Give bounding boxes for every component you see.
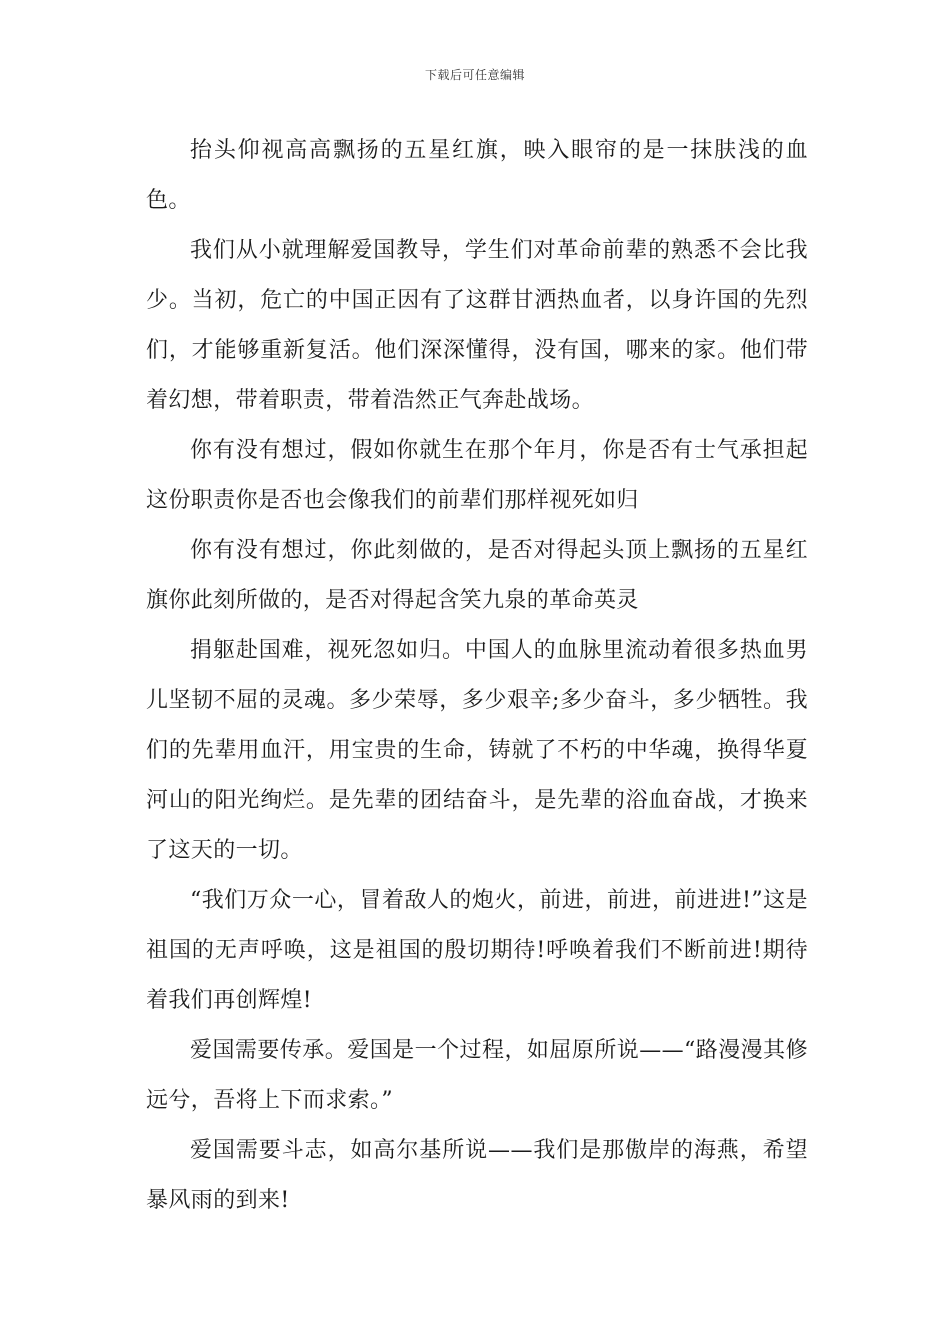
paragraph-7: 爱国需要传承。爱国是一个过程，如屈原所说——“路漫漫其修远兮，吾将上下而求索。” [146,1038,808,1113]
paragraph-3: 你有没有想过，假如你就生在那个年月，你是否有士气承担起这份职责你是否也会像我们的前辈们那样视死如归 [146,438,808,513]
paragraph-1: 抬头仰视高高飘扬的五星红旗，映入眼帘的是一抹肤浅的血色。 [146,138,808,213]
paragraph-6: “我们万众一心，冒着敌人的炮火，前进，前进，前进进!”这是祖国的无声呼唤，这是祖国的殷切期待!呼唤着我们不断前进!期待着我们再创辉煌! [146,888,808,1013]
page-header-note: 下载后可任意编辑 [424,68,525,82]
paragraph-2: 我们从小就理解爱国教导，学生们对革命前辈的熟悉不会比我少。当初，危亡的中国正因有了这群甘洒热血者，以身许国的先烈们，才能够重新复活。他们深深懂得，没有国，哪来的家。他们带着幻想，带着职责，带着浩然正气奔赴战场。 [146,238,808,413]
body-paragraphs [146,226,808,1226]
paragraph-8: 爱国需要斗志，如高尔基所说——我们是那傲岸的海燕，希望暴风雨的到来! [146,1138,808,1213]
opening-paragraph-block [146,126,808,226]
paragraph-5: 捐躯赴国难，视死忽如归。中国人的血脉里流动着很多热血男儿坚韧不屈的灵魂。多少荣辱，多少艰辛;多少奋斗，多少牺牲。我们的先辈用血汗，用宝贵的生命，铸就了不朽的中华魂，换得华夏河山的阳光绚烂。是先辈的团结奋斗，是先辈的浴血奋战，才换来了这天的一切。 [146,638,808,863]
paragraph-4: 你有没有想过，你此刻做的，是否对得起头顶上飘扬的五星红旗你此刻所做的，是否对得起含笑九泉的革命英灵 [146,538,808,613]
